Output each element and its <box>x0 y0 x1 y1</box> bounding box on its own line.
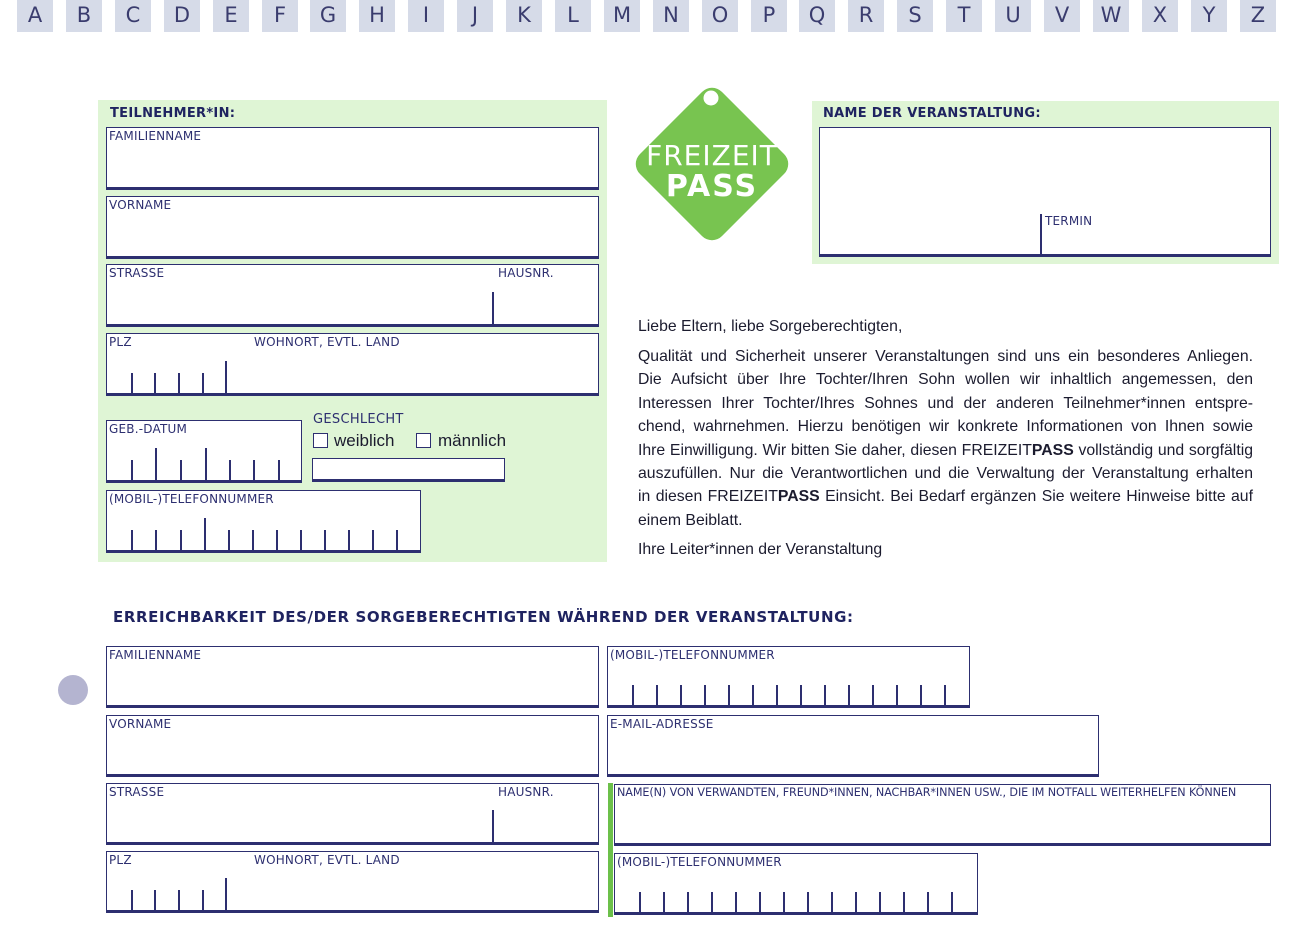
field-label: WOHNORT, EVTL. LAND <box>254 853 400 867</box>
field-label: STRASSE <box>109 266 165 280</box>
guardian-telefon-field[interactable] <box>607 646 970 708</box>
alphabet-tab-o[interactable]: O <box>702 0 738 32</box>
field-label: (MOBIL-)TELEFONNUMMER <box>109 492 274 506</box>
participant-strasse-field[interactable] <box>106 264 599 327</box>
guardian-strasse-field[interactable] <box>106 783 599 845</box>
alphabet-tab-t[interactable]: T <box>946 0 982 32</box>
maennlich-checkbox[interactable] <box>416 433 431 448</box>
alphabet-tab-e[interactable]: E <box>213 0 249 32</box>
alphabet-tab-n[interactable]: N <box>653 0 689 32</box>
logo-line2: PASS <box>665 169 759 204</box>
letter-signoff: Ihre Leiter*innen der Veranstaltung <box>638 541 883 558</box>
field-label: HAUSNR. <box>498 266 554 280</box>
event-name-field[interactable] <box>819 127 1271 257</box>
logo-line1: FREIZEIT <box>646 139 778 172</box>
letter-line: chend, wahrnehmen. Hierzu benötigen wir konkrete Informationen von Ihnen sowie <box>638 418 1253 436</box>
alphabet-tab-p[interactable]: P <box>751 0 787 32</box>
hausnr-divider <box>492 292 494 324</box>
alphabet-tab-r[interactable]: R <box>848 0 884 32</box>
letter-greeting: Liebe Eltern, liebe Sorgeberechtigten, <box>638 318 903 335</box>
weiblich-label: weiblich <box>334 431 395 450</box>
guardian-heading: ERREICHBARKEIT DES/DER SORGEBERECHTIGTEN WÄHREND DER VERANSTALTUNG: <box>113 608 854 626</box>
alphabet-tab-c[interactable]: C <box>115 0 151 32</box>
weiblich-checkbox[interactable] <box>313 433 328 448</box>
letter-line: in diesen FREIZEITPASS Einsicht. Bei Bedarf ergänzen Sie weitere Hinweise bitte auf <box>638 488 1253 506</box>
letter-line: Die Aufsicht über Ihre Tochter/Ihren Sohn wollen wir inhaltlich angemessen, den <box>638 371 1253 389</box>
field-label: FAMILIENNAME <box>109 129 202 143</box>
alphabet-tab-x[interactable]: X <box>1142 0 1178 32</box>
alphabet-tab-j[interactable]: J <box>457 0 493 32</box>
field-label: WOHNORT, EVTL. LAND <box>254 335 400 349</box>
participant-familienname-field[interactable] <box>106 127 599 190</box>
letter-body <box>638 345 1253 532</box>
alphabet-tab-u[interactable]: U <box>995 0 1031 32</box>
participant-geburtsdatum-field[interactable] <box>106 420 302 483</box>
field-label: E-MAIL-ADRESSE <box>610 717 714 731</box>
alphabet-tab-k[interactable]: K <box>506 0 542 32</box>
alphabet-tab-d[interactable]: D <box>164 0 200 32</box>
participant-vorname-field[interactable] <box>106 196 599 259</box>
guardian-email-field[interactable] <box>607 715 1099 777</box>
field-label: FAMILIENNAME <box>109 648 202 662</box>
alphabet-tab-z[interactable]: Z <box>1240 0 1276 32</box>
field-label: (MOBIL-)TELEFONNUMMER <box>610 648 775 662</box>
hausnr-divider <box>492 810 494 842</box>
letter-line: Qualität und Sicherheit unserer Veranstaltungen sind uns ein besonderes Anliegen. <box>638 348 1253 365</box>
alphabet-tab-v[interactable]: V <box>1044 0 1080 32</box>
alphabet-tab-y[interactable]: Y <box>1191 0 1227 32</box>
alphabet-tab-f[interactable]: F <box>262 0 298 32</box>
alphabet-tab-l[interactable]: L <box>555 0 591 32</box>
field-label: VORNAME <box>109 717 172 731</box>
field-label: NAME(N) VON VERWANDTEN, FREUND*INNEN, NACHBAR*INNEN USW., DIE IM NOTFALL WEITERHELFEN KÖNNEN <box>617 786 1237 799</box>
field-label: (MOBIL-)TELEFONNUMMER <box>617 855 782 869</box>
alphabet-tab-s[interactable]: S <box>897 0 933 32</box>
field-label: PLZ <box>109 853 132 867</box>
alphabet-tab-w[interactable]: W <box>1093 0 1129 32</box>
letter-line: Ihre Einwilligung. Wir bitten Sie daher, diesen FREIZEITPASS vollständig und sorgfältig <box>638 441 1253 459</box>
maennlich-label: männlich <box>438 431 507 450</box>
field-label: GEB.-DATUM <box>109 422 188 436</box>
alphabet-tab-q[interactable]: Q <box>799 0 835 32</box>
geschlecht-other-field[interactable] <box>312 458 505 482</box>
alphabet-tab-m[interactable]: M <box>604 0 640 32</box>
alphabet-tab-b[interactable]: B <box>66 0 102 32</box>
event-heading: NAME DER VERANSTALTUNG: <box>823 106 1041 121</box>
field-label: STRASSE <box>109 785 165 799</box>
alphabet-tab-a[interactable]: A <box>17 0 53 32</box>
emergency-contacts-field[interactable] <box>614 784 1271 846</box>
letter-line: Interessen Ihrer Tochter/Ihres Sohnes und der anderen Teilnehmer*innen entspre- <box>638 394 1253 412</box>
guardian-familienname-field[interactable] <box>106 646 599 708</box>
guardian-plz-field[interactable] <box>106 851 599 913</box>
field-label: PLZ <box>109 335 132 349</box>
participant-telefon-field[interactable] <box>106 490 421 553</box>
guardian-vorname-field[interactable] <box>106 715 599 777</box>
field-label: TERMIN <box>1045 214 1093 228</box>
participant-heading: TEILNEHMER*IN: <box>110 106 236 121</box>
alphabet-tab-i[interactable]: I <box>408 0 444 32</box>
field-label: VORNAME <box>109 198 172 212</box>
participant-plz-field[interactable] <box>106 333 599 396</box>
letter-line: einem Beiblatt. <box>638 511 743 529</box>
letter-line: auszufüllen. Nur die Verantwortlichen und die Verwaltung der Veranstaltung erhalten <box>638 465 1253 483</box>
freizeitpass-logo <box>622 74 802 254</box>
emergency-telefon-field[interactable] <box>614 853 978 915</box>
field-label: HAUSNR. <box>498 785 554 799</box>
alphabet-tab-h[interactable]: H <box>359 0 395 32</box>
termin-divider <box>1040 214 1042 254</box>
punch-hole-icon <box>58 675 88 705</box>
emergency-accent-bar <box>608 783 613 917</box>
geschlecht-label: GESCHLECHT <box>313 412 404 427</box>
alphabet-tab-g[interactable]: G <box>310 0 346 32</box>
